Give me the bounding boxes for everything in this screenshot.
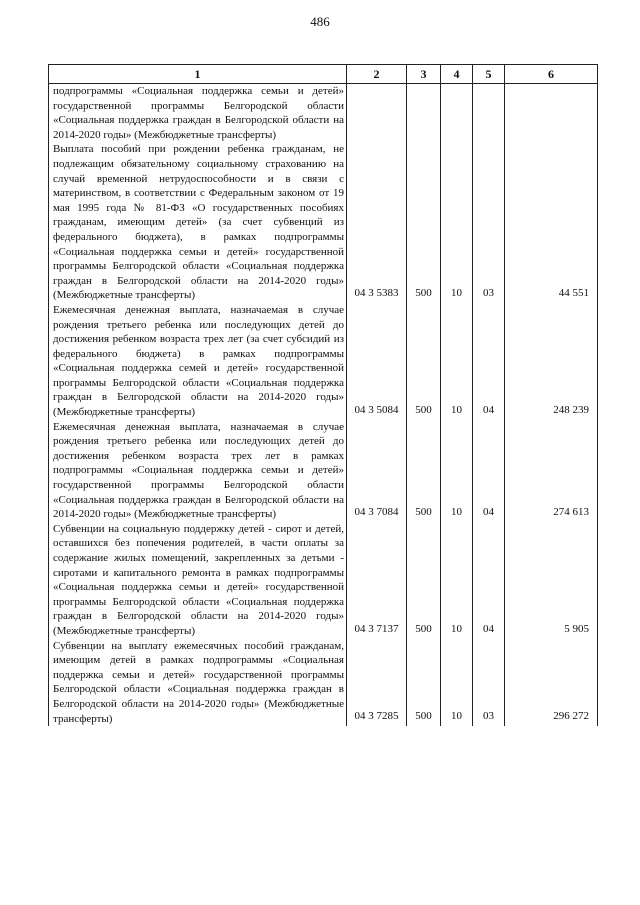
row-section: 10 bbox=[441, 420, 473, 522]
row-subsection: 03 bbox=[473, 142, 505, 303]
table-row bbox=[49, 84, 598, 143]
column-header-4: 4 bbox=[441, 65, 473, 84]
row-amount: 44 551 bbox=[505, 142, 598, 303]
table-header-row bbox=[49, 65, 598, 84]
table-row bbox=[49, 522, 598, 639]
row-code: 04 3 7084 bbox=[347, 420, 407, 522]
row-amount: 5 905 bbox=[505, 522, 598, 639]
row-code bbox=[347, 84, 407, 143]
row-subsection: 03 bbox=[473, 639, 505, 727]
column-header-5: 5 bbox=[473, 65, 505, 84]
table-row bbox=[49, 639, 598, 727]
row-subsection: 04 bbox=[473, 420, 505, 522]
row-type: 500 bbox=[407, 303, 441, 420]
row-amount: 296 272 bbox=[505, 639, 598, 727]
table-row bbox=[49, 303, 598, 420]
row-section: 10 bbox=[441, 522, 473, 639]
column-header-2: 2 bbox=[347, 65, 407, 84]
row-code: 04 3 7285 bbox=[347, 639, 407, 727]
row-section bbox=[441, 84, 473, 143]
row-type: 500 bbox=[407, 420, 441, 522]
row-description: Выплата пособий при рождении ребенка гражданам, не подлежащим обязательному социальному страхованию на случай временной нетрудоспособности и в связи с материнством, в соответствии с Федеральным законом от 19 мая 1995 года № 81-ФЗ «О государственных пособиях гражданам, имеющим детей» (за счет субвенций из федерального бюджета), в рамках подпрограммы «Социальная поддержка семьи и детей» государственной программы Белгородской области «Социальная поддержка граждан в Белгородской области на 2014-2020 годы» (Межбюджетные трансферты) bbox=[49, 142, 347, 303]
row-description: Субвенции на социальную поддержку детей - сирот и детей, оставшихся без попечения родителей, в части оплаты за содержание жилых помещений, закрепленных за детьми - сиротами и капитального ремонта в рамках подпрограммы «Социальная поддержка семьи и детей» государственной программы Белгородской области «Социальная поддержка граждан в Белгородской области на 2014-2020 годы» (Межбюджетные трансферты) bbox=[49, 522, 347, 639]
table-row bbox=[49, 420, 598, 522]
row-section: 10 bbox=[441, 303, 473, 420]
row-section: 10 bbox=[441, 142, 473, 303]
row-amount: 248 239 bbox=[505, 303, 598, 420]
column-header-6: 6 bbox=[505, 65, 598, 84]
row-code: 04 3 7137 bbox=[347, 522, 407, 639]
row-code: 04 3 5383 bbox=[347, 142, 407, 303]
row-description: подпрограммы «Социальная поддержка семьи и детей» государственной программы Белгородской области «Социальная поддержка граждан в Белгородской области на 2014-2020 годы» (Межбюджетные трансферты) bbox=[49, 84, 347, 143]
column-header-3: 3 bbox=[407, 65, 441, 84]
row-type: 500 bbox=[407, 522, 441, 639]
page-number: 486 bbox=[310, 14, 330, 29]
row-type bbox=[407, 84, 441, 143]
row-code: 04 3 5084 bbox=[347, 303, 407, 420]
row-subsection: 04 bbox=[473, 522, 505, 639]
row-subsection bbox=[473, 84, 505, 143]
row-type: 500 bbox=[407, 142, 441, 303]
row-amount bbox=[505, 84, 598, 143]
row-subsection: 04 bbox=[473, 303, 505, 420]
table-row bbox=[49, 142, 598, 303]
column-header-1: 1 bbox=[49, 65, 347, 84]
row-description: Субвенции на выплату ежемесячных пособий гражданам, имеющим детей в рамках подпрограммы «Социальная поддержка семьи и детей» государственной программы Белгородской области «Социальная поддержка граждан в Белгородской области на 2014-2020 годы» (Межбюджетные трансферты) bbox=[49, 639, 347, 727]
row-description: Ежемесячная денежная выплата, назначаемая в случае рождения третьего ребенка или последующих детей до достижения ребенком возраста трех лет (за счет субсидий из федерального бюджета) в рамках подпрограммы «Социальная поддержка семей и детей» государственной программы Белгородской области «Социальная поддержка граждан в Белгородской области на 2014-2020 годы» (Межбюджетные трансферты) bbox=[49, 303, 347, 420]
row-type: 500 bbox=[407, 639, 441, 727]
row-section: 10 bbox=[441, 639, 473, 727]
row-description: Ежемесячная денежная выплата, назначаемая в случае рождения третьего ребенка или последующих детей до достижения ребенком возраста трех лет в рамках подпрограммы «Социальная поддержка семьи и детей» государственной программы Белгородской области «Социальная поддержка граждан в Белгородской области на 2014-2020 годы» (Межбюджетные трансферты) bbox=[49, 420, 347, 522]
budget-table bbox=[48, 64, 598, 726]
row-amount: 274 613 bbox=[505, 420, 598, 522]
